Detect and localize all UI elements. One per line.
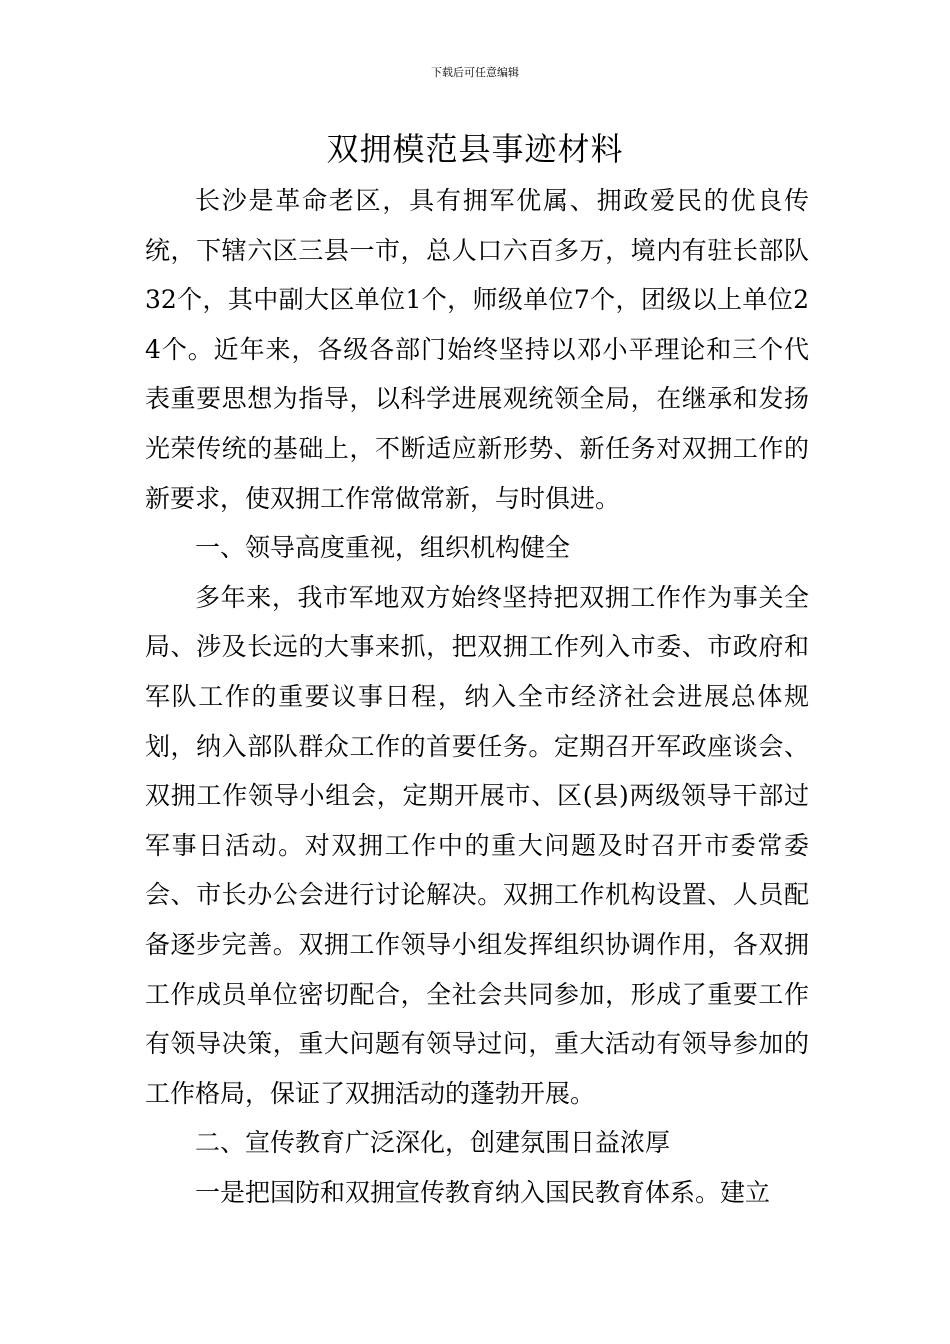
document-title: 双拥模范县事迹材料 bbox=[326, 130, 624, 168]
section-heading-1: 一、领导高度重视，组织机构健全 bbox=[195, 533, 571, 563]
section-2-paragraph: 一是把国防和双拥宣传教育纳入国民教育体系。建立 bbox=[195, 1177, 771, 1207]
document-body bbox=[145, 176, 809, 1217]
section-1-paragraph: 多年来，我市军地双方始终坚持把双拥工作作为事关全局、涉及长远的大事来抓，把双拥工作列入市委、市政府和军队工作的重要议事日程，纳入全市经济社会进展总体规划，纳入部队群众工作的首要任务。定期召开军政座谈会、双拥工作领导小组会，定期开展市、区(县)两级领导干部过军事日活动。对双拥工作中的重大问题及时召开市委常委会、市长办公会进行讨论解决。双拥工作机构设置、人员配备逐步完善。双拥工作领导小组发挥组织协调作用，各双拥工作成员单位密切配合，全社会共同参加，形成了重要工作有领导决策，重大问题有领导过问，重大活动有领导参加的工作格局，保证了双拥活动的蓬勃开展。 bbox=[145, 582, 809, 1108]
section-heading-2: 二、宣传教育广泛深化，创建氛围日益浓厚 bbox=[195, 1128, 671, 1158]
header-note: 下载后可任意编辑 bbox=[431, 66, 519, 79]
intro-paragraph: 长沙是革命老区，具有拥军优属、拥政爱民的优良传统，下辖六区三县一市，总人口六百多万，境内有驻长部队32个，其中副大区单位1个，师级单位7个，团级以上单位24个。近年来，各级各部门始终坚持以邓小平理论和三个代表重要思想为指导，以科学进展观统领全局，在继承和发扬光荣传统的基础上，不断适应新形势、新任务对双拥工作的新要求，使双拥工作常做常新，与时俱进。 bbox=[145, 186, 809, 513]
